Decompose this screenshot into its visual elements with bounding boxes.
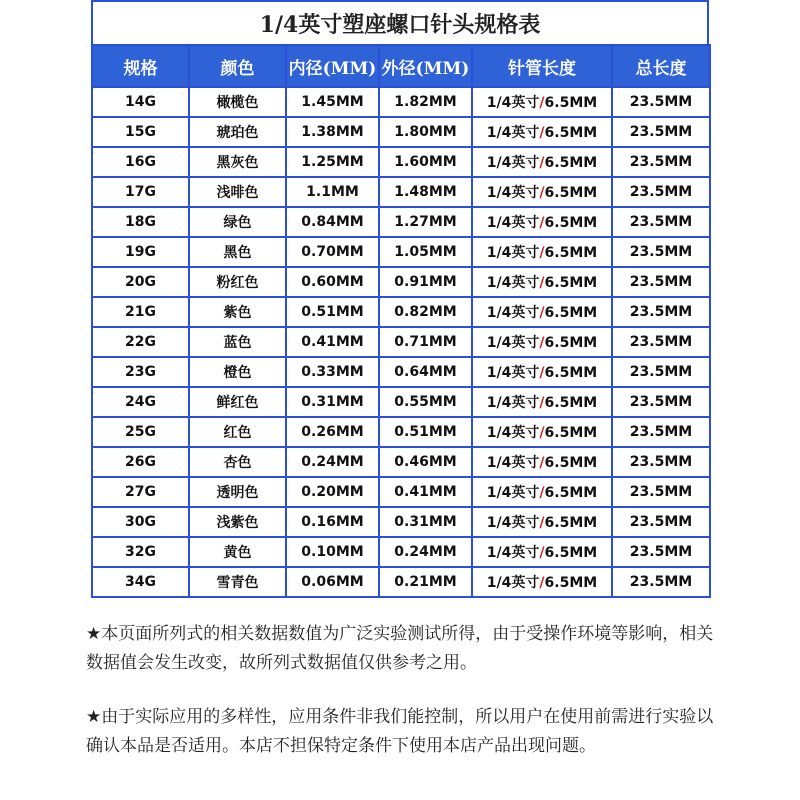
cell-inner-diameter: 1.25MM [286,147,379,177]
tube-length-inch: 1/4英寸 [486,305,540,321]
tube-length-inch: 1/4英寸 [486,515,540,531]
tube-length-mm: 6.5MM [544,305,598,321]
header-total-length: 总长度 [612,45,710,87]
cell-gauge: 17G [92,177,189,207]
cell-inner-diameter: 1.45MM [286,87,379,117]
table-row [92,447,710,477]
tube-length-inch: 1/4英寸 [486,575,540,591]
cell-total-length: 23.5MM [612,387,710,417]
table-row [92,117,710,147]
cell-total-length: 23.5MM [612,327,710,357]
cell-inner-diameter: 0.26MM [286,417,379,447]
cell-outer-diameter: 0.82MM [379,297,472,327]
tube-length-separator: / [539,125,545,141]
tube-length-separator: / [539,455,545,471]
cell-gauge: 25G [92,417,189,447]
table-row [92,537,710,567]
cell-tube-length [472,87,612,117]
table-row [92,567,710,597]
tube-length-inch: 1/4英寸 [486,95,540,111]
tube-length-inch: 1/4英寸 [486,485,540,501]
table-header-row [92,45,710,87]
tube-length-separator: / [539,335,545,351]
header-gauge: 规格 [92,45,189,87]
cell-gauge: 20G [92,267,189,297]
cell-outer-diameter: 0.24MM [379,537,472,567]
tube-length-mm: 6.5MM [544,95,598,111]
cell-total-length: 23.5MM [612,567,710,597]
table-row [92,267,710,297]
cell-color: 绿色 [189,207,286,237]
cell-total-length: 23.5MM [612,507,710,537]
table-body [92,87,710,597]
cell-color: 黄色 [189,537,286,567]
table-row [92,147,710,177]
tube-length-separator: / [539,395,545,411]
cell-total-length: 23.5MM [612,207,710,237]
cell-outer-diameter: 1.82MM [379,87,472,117]
cell-inner-diameter: 0.24MM [286,447,379,477]
table-row [92,237,710,267]
cell-tube-length [472,417,612,447]
cell-outer-diameter: 0.41MM [379,477,472,507]
cell-gauge: 34G [92,567,189,597]
cell-total-length: 23.5MM [612,117,710,147]
cell-gauge: 26G [92,447,189,477]
cell-total-length: 23.5MM [612,537,710,567]
cell-color: 杏色 [189,447,286,477]
cell-color: 浅啡色 [189,177,286,207]
tube-length-mm: 6.5MM [544,575,598,591]
cell-outer-diameter: 0.71MM [379,327,472,357]
cell-inner-diameter: 0.60MM [286,267,379,297]
table-row [92,507,710,537]
cell-color: 橙色 [189,357,286,387]
cell-gauge: 18G [92,207,189,237]
tube-length-separator: / [539,485,545,501]
cell-gauge: 16G [92,147,189,177]
cell-gauge: 21G [92,297,189,327]
cell-color: 琥珀色 [189,117,286,147]
tube-length-inch: 1/4英寸 [486,275,540,291]
cell-outer-diameter: 1.60MM [379,147,472,177]
cell-color: 红色 [189,417,286,447]
tube-length-separator: / [539,95,545,111]
cell-outer-diameter: 0.91MM [379,267,472,297]
cell-outer-diameter: 1.27MM [379,207,472,237]
tube-length-inch: 1/4英寸 [486,545,540,561]
cell-inner-diameter: 0.16MM [286,507,379,537]
cell-tube-length [472,147,612,177]
cell-inner-diameter: 0.06MM [286,567,379,597]
cell-inner-diameter: 0.41MM [286,327,379,357]
tube-length-mm: 6.5MM [544,335,598,351]
tube-length-mm: 6.5MM [544,275,598,291]
tube-length-inch: 1/4英寸 [486,215,540,231]
cell-total-length: 23.5MM [612,477,710,507]
page-title: 1/4英寸塑座螺口针头规格表 [91,0,709,44]
cell-tube-length [472,207,612,237]
cell-outer-diameter: 1.05MM [379,237,472,267]
cell-gauge: 27G [92,477,189,507]
cell-tube-length [472,447,612,477]
table-row [92,207,710,237]
tube-length-separator: / [539,185,545,201]
cell-inner-diameter: 0.51MM [286,297,379,327]
spec-table [91,44,711,598]
tube-length-separator: / [539,575,545,591]
cell-tube-length [472,357,612,387]
cell-outer-diameter: 0.21MM [379,567,472,597]
cell-outer-diameter: 1.80MM [379,117,472,147]
header-tube-length: 针管长度 [472,45,612,87]
tube-length-mm: 6.5MM [544,125,598,141]
tube-length-mm: 6.5MM [544,185,598,201]
cell-color: 黑色 [189,237,286,267]
tube-length-mm: 6.5MM [544,485,598,501]
header-inner-diameter: 内径(MM) [286,45,379,87]
cell-total-length: 23.5MM [612,267,710,297]
cell-outer-diameter: 0.51MM [379,417,472,447]
cell-color: 浅紫色 [189,507,286,537]
cell-inner-diameter: 0.10MM [286,537,379,567]
tube-length-inch: 1/4英寸 [486,335,540,351]
header-outer-diameter: 外径(MM) [379,45,472,87]
cell-gauge: 32G [92,537,189,567]
cell-total-length: 23.5MM [612,417,710,447]
tube-length-separator: / [539,365,545,381]
cell-total-length: 23.5MM [612,87,710,117]
cell-color: 橄榄色 [189,87,286,117]
tube-length-inch: 1/4英寸 [486,245,540,261]
tube-length-inch: 1/4英寸 [486,155,540,171]
tube-length-separator: / [539,215,545,231]
cell-tube-length [472,327,612,357]
tube-length-separator: / [539,245,545,261]
tube-length-separator: / [539,305,545,321]
table-row [92,357,710,387]
cell-color: 雪青色 [189,567,286,597]
cell-gauge: 15G [92,117,189,147]
cell-tube-length [472,177,612,207]
tube-length-separator: / [539,515,545,531]
tube-length-inch: 1/4英寸 [486,185,540,201]
tube-length-mm: 6.5MM [544,515,598,531]
cell-inner-diameter: 0.31MM [286,387,379,417]
cell-tube-length [472,297,612,327]
tube-length-mm: 6.5MM [544,155,598,171]
cell-tube-length [472,537,612,567]
cell-total-length: 23.5MM [612,357,710,387]
cell-tube-length [472,507,612,537]
cell-inner-diameter: 0.70MM [286,237,379,267]
table-row [92,387,710,417]
cell-color: 黑灰色 [189,147,286,177]
cell-outer-diameter: 0.55MM [379,387,472,417]
tube-length-mm: 6.5MM [544,245,598,261]
cell-gauge: 14G [92,87,189,117]
table-row [92,327,710,357]
cell-outer-diameter: 1.48MM [379,177,472,207]
table-row [92,477,710,507]
cell-inner-diameter: 0.20MM [286,477,379,507]
cell-gauge: 22G [92,327,189,357]
table-row [92,417,710,447]
tube-length-inch: 1/4英寸 [486,395,540,411]
tube-length-mm: 6.5MM [544,455,598,471]
cell-color: 鲜红色 [189,387,286,417]
table-row [92,87,710,117]
cell-gauge: 24G [92,387,189,417]
table-row [92,177,710,207]
cell-color: 紫色 [189,297,286,327]
table-row [92,297,710,327]
cell-total-length: 23.5MM [612,177,710,207]
cell-outer-diameter: 0.46MM [379,447,472,477]
cell-total-length: 23.5MM [612,297,710,327]
cell-gauge: 23G [92,357,189,387]
tube-length-mm: 6.5MM [544,425,598,441]
cell-outer-diameter: 0.31MM [379,507,472,537]
tube-length-mm: 6.5MM [544,215,598,231]
tube-length-separator: / [539,425,545,441]
tube-length-inch: 1/4英寸 [486,125,540,141]
tube-length-inch: 1/4英寸 [486,425,540,441]
cell-total-length: 23.5MM [612,447,710,477]
tube-length-separator: / [539,275,545,291]
cell-tube-length [472,117,612,147]
tube-length-mm: 6.5MM [544,545,598,561]
cell-color: 蓝色 [189,327,286,357]
cell-inner-diameter: 1.38MM [286,117,379,147]
tube-length-separator: / [539,545,545,561]
cell-inner-diameter: 0.84MM [286,207,379,237]
cell-tube-length [472,267,612,297]
cell-inner-diameter: 0.33MM [286,357,379,387]
cell-color: 透明色 [189,477,286,507]
tube-length-inch: 1/4英寸 [486,455,540,471]
cell-outer-diameter: 0.64MM [379,357,472,387]
cell-tube-length [472,477,612,507]
header-color: 颜色 [189,45,286,87]
cell-total-length: 23.5MM [612,237,710,267]
cell-color: 粉红色 [189,267,286,297]
tube-length-mm: 6.5MM [544,365,598,381]
note-data-disclaimer: ★本页面所列式的相关数据数值为广泛实验测试所得，由于受操作环境等影响，相关数据值会发生改变，故所列式数据值仅供参考之用。 [86,624,714,673]
tube-length-separator: / [539,155,545,171]
cell-total-length: 23.5MM [612,147,710,177]
cell-tube-length [472,387,612,417]
tube-length-inch: 1/4英寸 [486,365,540,381]
tube-length-mm: 6.5MM [544,395,598,411]
cell-tube-length [472,237,612,267]
cell-gauge: 19G [92,237,189,267]
cell-tube-length [472,567,612,597]
note-usage-disclaimer: ★由于实际应用的多样性，应用条件非我们能控制，所以用户在使用前需进行实验以确认本品是否适用。本店不担保特定条件下使用本店产品出现问题。 [86,707,714,756]
cell-inner-diameter: 1.1MM [286,177,379,207]
cell-gauge: 30G [92,507,189,537]
spec-sheet [91,0,709,598]
